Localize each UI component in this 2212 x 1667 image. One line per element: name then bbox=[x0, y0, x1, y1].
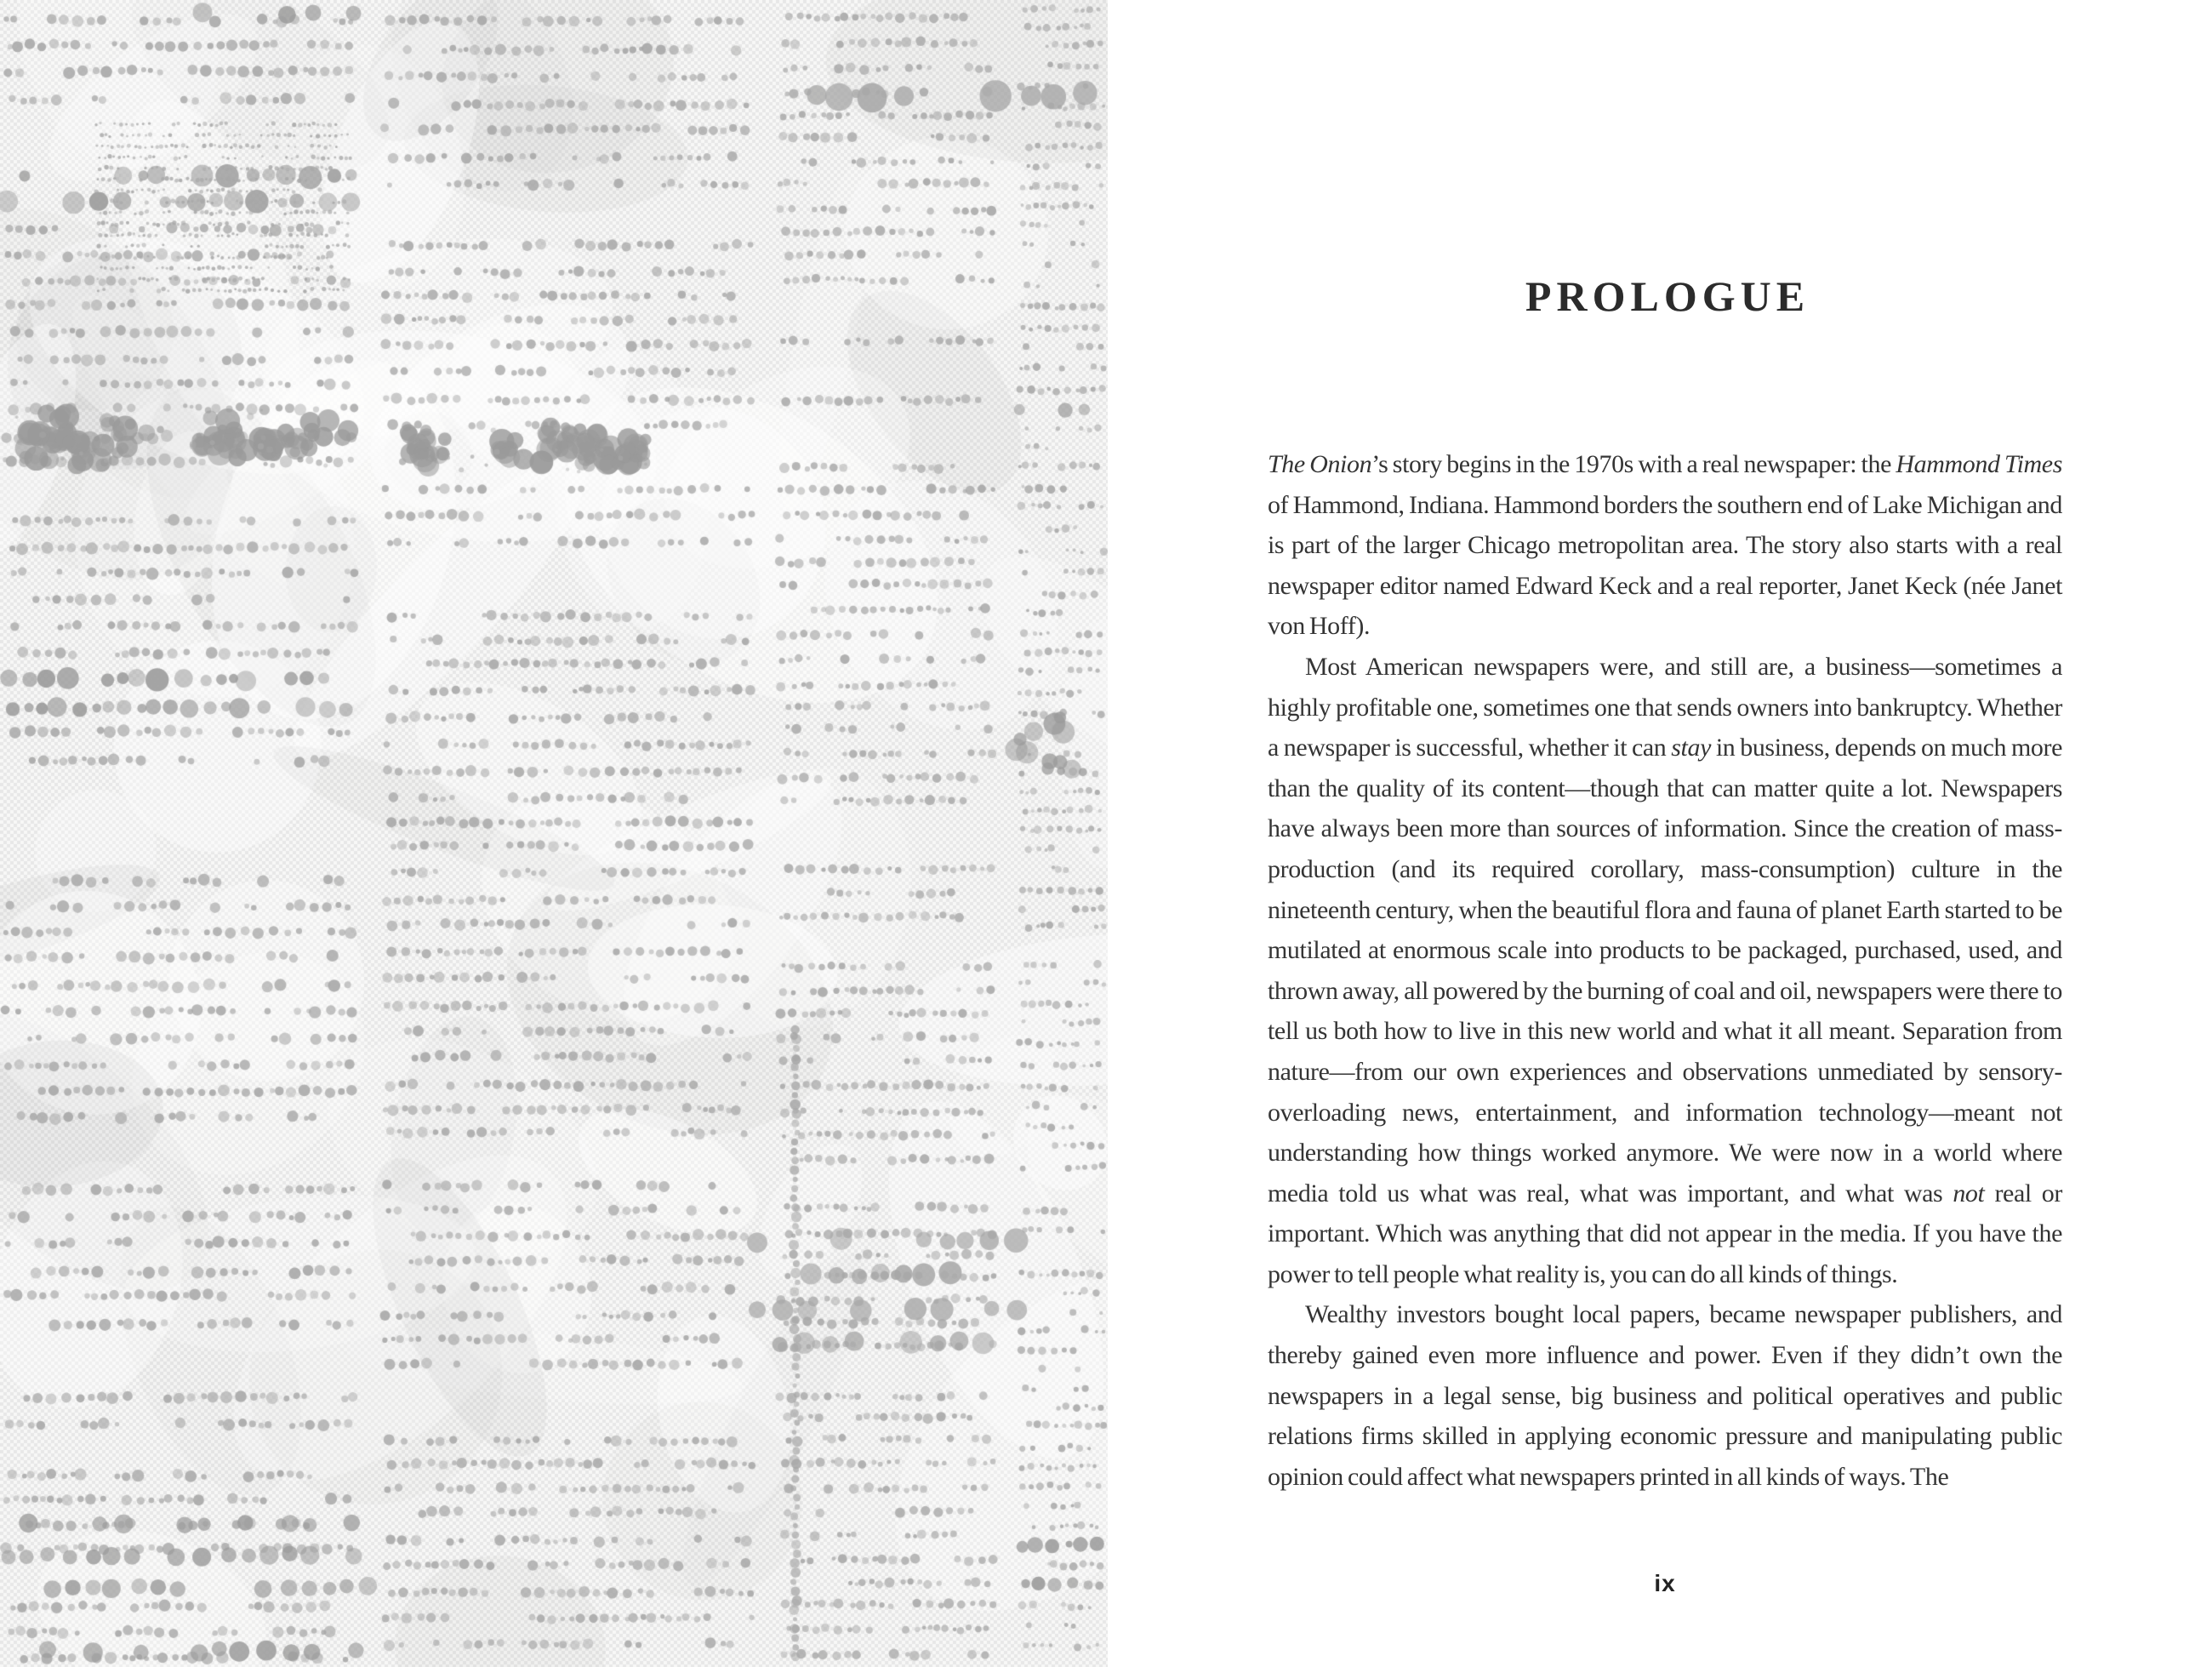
prologue-page bbox=[1108, 0, 2212, 1667]
paragraph-1: The Onion’s story begins in the 1970s with a real newspaper: the Hammond Times of Hammond, Indiana. Hammond borders the southern end of Lake Michigan and is part of the larger Chicago metropolitan area. The story also starts with a real newspaper editor named Edward Keck and a real reporter, Janet Keck (née Janet von Hoff). bbox=[1268, 450, 2062, 641]
chapter-title: PROLOGUE bbox=[1525, 272, 1810, 320]
paragraph-3: Wealthy investors bought local papers, became newspaper publishers, and thereby gained even more influence and power. Even if they didn’t own the newspapers in a legal sense, big business and political operatives and public relations firms skilled in applying economic pressure and manipulating public opinion could affect what newspapers printed in all kinds of ways. The bbox=[1268, 1300, 2062, 1491]
paragraph-2: Most American newspapers were, and still are, a business—sometimes a highly profitable one, sometimes one that sends owners into bankruptcy. Whether a newspaper is successful, whether it can stay in business, depends on much more than the quality of its content—though that can matter quite a lot. Newspapers have always been more than sources of information. Since the creation of mass-production (and its required corollary, mass-consumption) culture in the nineteenth century, when the beautiful flora and fauna of planet Earth started to be mutilated at enormous scale into products to be packaged, purchased, used, and thrown away, all powered by the burning of coal and oil, newspapers were there to tell us both how to live in this new world and what it all meant. Separation from nature—from our own experiences and observations unmediated by sensory-overloading news, entertainment, and information technology—meant not understanding how things worked anymore. We were now in a world where media told us what was real, what was important, and what was not real or important. Which was anything that did not appear in the media. If you have the power to tell people what reality is, you can do all kinds of things. bbox=[1268, 652, 2062, 1288]
page-number: ix bbox=[1654, 1570, 1676, 1596]
body-text bbox=[1268, 444, 2062, 1497]
